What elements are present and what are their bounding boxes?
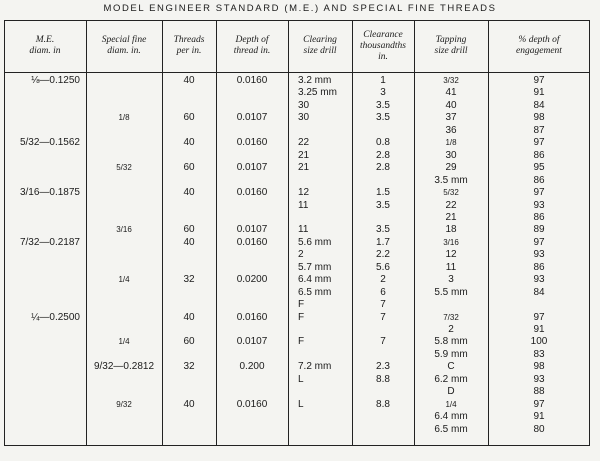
cell-engagement: 97 (533, 398, 545, 410)
cell-engagement: 93 (533, 199, 545, 211)
column-header-me-diam: M.E. diam. in (29, 35, 61, 56)
cell-me-diam: 5/32—0.1562 (19, 137, 80, 149)
cell-special-fine: 1/4 (118, 337, 130, 347)
cell-tapping-drill: 29 (445, 162, 457, 174)
cell-clearing-drill: 22 (298, 137, 310, 149)
cell-clearing-drill: 30 (298, 99, 310, 111)
cell-depth: 0.0107 (236, 162, 268, 174)
cell-tapping-drill: 3 (448, 274, 454, 286)
cell-engagement: 88 (533, 386, 545, 398)
cell-depth: 0.0160 (236, 137, 268, 149)
cell-engagement: 80 (533, 423, 545, 435)
cell-depth: 0.200 (239, 361, 265, 373)
cell-engagement: 86 (533, 174, 545, 186)
cell-tapping-drill: 3/32 (443, 76, 459, 85)
cell-tapping-drill: 11 (445, 261, 457, 273)
cell-tapping-drill: 18 (445, 224, 457, 236)
cell-clearing-drill: 11 (298, 224, 309, 236)
cell-clearance: 5.6 (376, 261, 390, 273)
cell-engagement: 97 (533, 311, 545, 323)
cell-depth: 0.0160 (236, 187, 268, 199)
cell-depth: 0.0160 (236, 311, 268, 323)
cell-tapping-drill: 30 (445, 149, 457, 161)
cell-tapping-drill: 5.5 mm (434, 286, 468, 298)
cell-clearance: 0.8 (376, 137, 390, 149)
cell-me-diam: 7/32—0.2187 (19, 236, 80, 248)
cell-clearing-drill: 2 (298, 249, 304, 261)
cell-clearance: 8.8 (376, 398, 390, 410)
cell-threads: 32 (183, 361, 195, 373)
column-header-special-fine: Special fine diam. in. (101, 35, 147, 56)
cell-clearance: 3.5 (376, 224, 390, 236)
cell-clearing-drill: 5.6 mm (298, 236, 332, 248)
cell-clearing-drill: 5.7 mm (298, 261, 332, 273)
cell-threads: 60 (183, 112, 195, 124)
cell-clearance: 3.5 (376, 112, 390, 124)
cell-clearing-drill: 21 (298, 149, 310, 161)
cell-clearing-drill: 11 (298, 199, 309, 211)
cell-engagement: 97 (533, 187, 545, 199)
cell-clearing-drill: L (298, 398, 304, 410)
cell-threads: 40 (183, 398, 195, 410)
cell-special-fine: 1/4 (118, 275, 130, 285)
header-divider (4, 72, 590, 73)
cell-depth: 0.0200 (236, 274, 268, 286)
cell-clearance: 6 (380, 286, 386, 298)
column-divider (288, 20, 289, 446)
cell-engagement: 97 (533, 236, 545, 248)
cell-engagement: 93 (533, 274, 545, 286)
cell-tapping-drill: 5.9 mm (434, 348, 468, 360)
cell-me-diam: ⅛—0.1250 (31, 75, 80, 86)
cell-engagement: 93 (533, 249, 545, 261)
cell-clearance: 3.5 (376, 199, 390, 211)
cell-clearance: 2.8 (376, 162, 390, 174)
cell-special-fine: 1/8 (118, 113, 130, 123)
cell-clearing-drill: 6.5 mm (298, 286, 332, 298)
cell-tapping-drill: 12 (445, 249, 457, 261)
cell-clearing-drill: 3.25 mm (298, 87, 337, 99)
cell-depth: 0.0160 (236, 398, 268, 410)
cell-special-fine: 5/32 (116, 163, 132, 173)
cell-special-fine: 9/32—0.2812 (93, 361, 155, 373)
column-header-clearance: Clearance thousandths in. (360, 29, 406, 62)
cell-clearance: 2.8 (376, 149, 390, 161)
cell-clearing-drill: 30 (298, 112, 310, 124)
cell-tapping-drill: 6.5 mm (434, 423, 468, 435)
cell-depth: 0.0107 (236, 112, 268, 124)
cell-engagement: 97 (533, 75, 545, 86)
cell-engagement: 98 (533, 112, 545, 124)
cell-clearance: 2.2 (376, 249, 390, 261)
column-header-threads: Threads per in. (173, 35, 205, 56)
cell-depth: 0.0160 (236, 75, 268, 86)
cell-tapping-drill: 6.4 mm (434, 411, 468, 423)
cell-clearing-drill: 7.2 mm (298, 361, 332, 373)
cell-clearance: 1.7 (376, 236, 390, 248)
cell-depth: 0.0107 (236, 224, 268, 236)
column-header-clearing-drill: Clearing size drill (303, 35, 337, 56)
cell-clearance: 3.5 (376, 99, 390, 111)
cell-clearing-drill: F (298, 336, 305, 348)
cell-threads: 40 (183, 75, 195, 86)
cell-engagement: 86 (533, 261, 545, 273)
cell-threads: 60 (183, 336, 195, 348)
cell-clearing-drill: 12 (298, 187, 310, 199)
cell-tapping-drill: C (447, 361, 455, 373)
cell-special-fine: 3/16 (116, 225, 132, 235)
cell-tapping-drill: 41 (445, 87, 457, 99)
page-title: MODEL ENGINEER STANDARD (M.E.) AND SPECIAL FINE THREADS (103, 3, 497, 14)
column-header-engagement: % depth of engagement (516, 35, 562, 56)
cell-clearing-drill: F (298, 299, 305, 311)
cell-engagement: 91 (533, 411, 545, 423)
cell-clearing-drill: 3.2 mm (298, 75, 332, 86)
cell-engagement: 83 (533, 348, 545, 360)
cell-depth: 0.0107 (236, 336, 268, 348)
cell-engagement: 86 (533, 211, 545, 223)
cell-engagement: 100 (530, 336, 548, 348)
cell-tapping-drill: 22 (445, 199, 457, 211)
cell-threads: 32 (183, 274, 195, 286)
cell-clearance: 1.5 (376, 187, 390, 199)
cell-me-diam: ¼—0.2500 (31, 311, 80, 323)
cell-threads: 40 (183, 187, 195, 199)
cell-clearance: 7 (380, 299, 386, 311)
cell-tapping-drill: D (447, 386, 455, 398)
cell-tapping-drill: 5/32 (443, 188, 459, 198)
cell-clearance: 1 (380, 75, 386, 86)
cell-engagement: 91 (533, 87, 545, 99)
cell-engagement: 89 (533, 224, 545, 236)
cell-clearance: 8.8 (376, 373, 390, 385)
cell-engagement: 86 (533, 149, 545, 161)
cell-tapping-drill: 37 (445, 112, 457, 124)
cell-threads: 60 (183, 162, 195, 174)
cell-tapping-drill: 40 (445, 99, 457, 111)
cell-tapping-drill: 5.8 mm (434, 336, 468, 348)
cell-clearing-drill: L (298, 373, 304, 385)
cell-me-diam: 3/16—0.1875 (19, 187, 80, 199)
cell-clearing-drill: F (298, 311, 305, 323)
cell-engagement: 91 (533, 324, 545, 335)
cell-threads: 40 (183, 137, 195, 149)
cell-tapping-drill: 21 (445, 211, 457, 223)
cell-tapping-drill: 3.5 mm (434, 174, 468, 186)
cell-tapping-drill: 3/16 (443, 237, 459, 247)
cell-clearance: 7 (380, 336, 386, 348)
cell-clearance: 3 (380, 87, 386, 99)
cell-tapping-drill: 7/32 (443, 312, 459, 322)
cell-engagement: 87 (533, 124, 545, 136)
cell-engagement: 95 (533, 162, 545, 174)
cell-threads: 60 (183, 224, 195, 236)
cell-clearing-drill: 21 (298, 162, 310, 174)
cell-clearing-drill: 6.4 mm (298, 274, 332, 286)
cell-engagement: 98 (533, 361, 545, 373)
cell-threads: 40 (183, 311, 195, 323)
cell-engagement: 84 (533, 286, 545, 298)
cell-engagement: 97 (533, 137, 545, 149)
cell-engagement: 84 (533, 99, 545, 111)
cell-clearance: 7 (380, 311, 386, 323)
column-header-depth: Depth of thread in. (233, 35, 271, 56)
cell-tapping-drill: 1/4 (445, 399, 457, 409)
cell-engagement: 93 (533, 373, 545, 385)
cell-threads: 40 (183, 236, 195, 248)
cell-depth: 0.0160 (236, 236, 268, 248)
cell-special-fine: 9/32 (116, 399, 132, 409)
column-header-tapping-drill: Tapping size drill (434, 35, 468, 56)
cell-tapping-drill: 6.2 mm (434, 373, 468, 385)
cell-clearance: 2 (380, 274, 386, 286)
cell-tapping-drill: 1/8 (445, 138, 457, 148)
cell-tapping-drill: 36 (445, 124, 457, 136)
cell-clearance: 2.3 (376, 361, 390, 373)
cell-tapping-drill: 2 (448, 324, 454, 335)
